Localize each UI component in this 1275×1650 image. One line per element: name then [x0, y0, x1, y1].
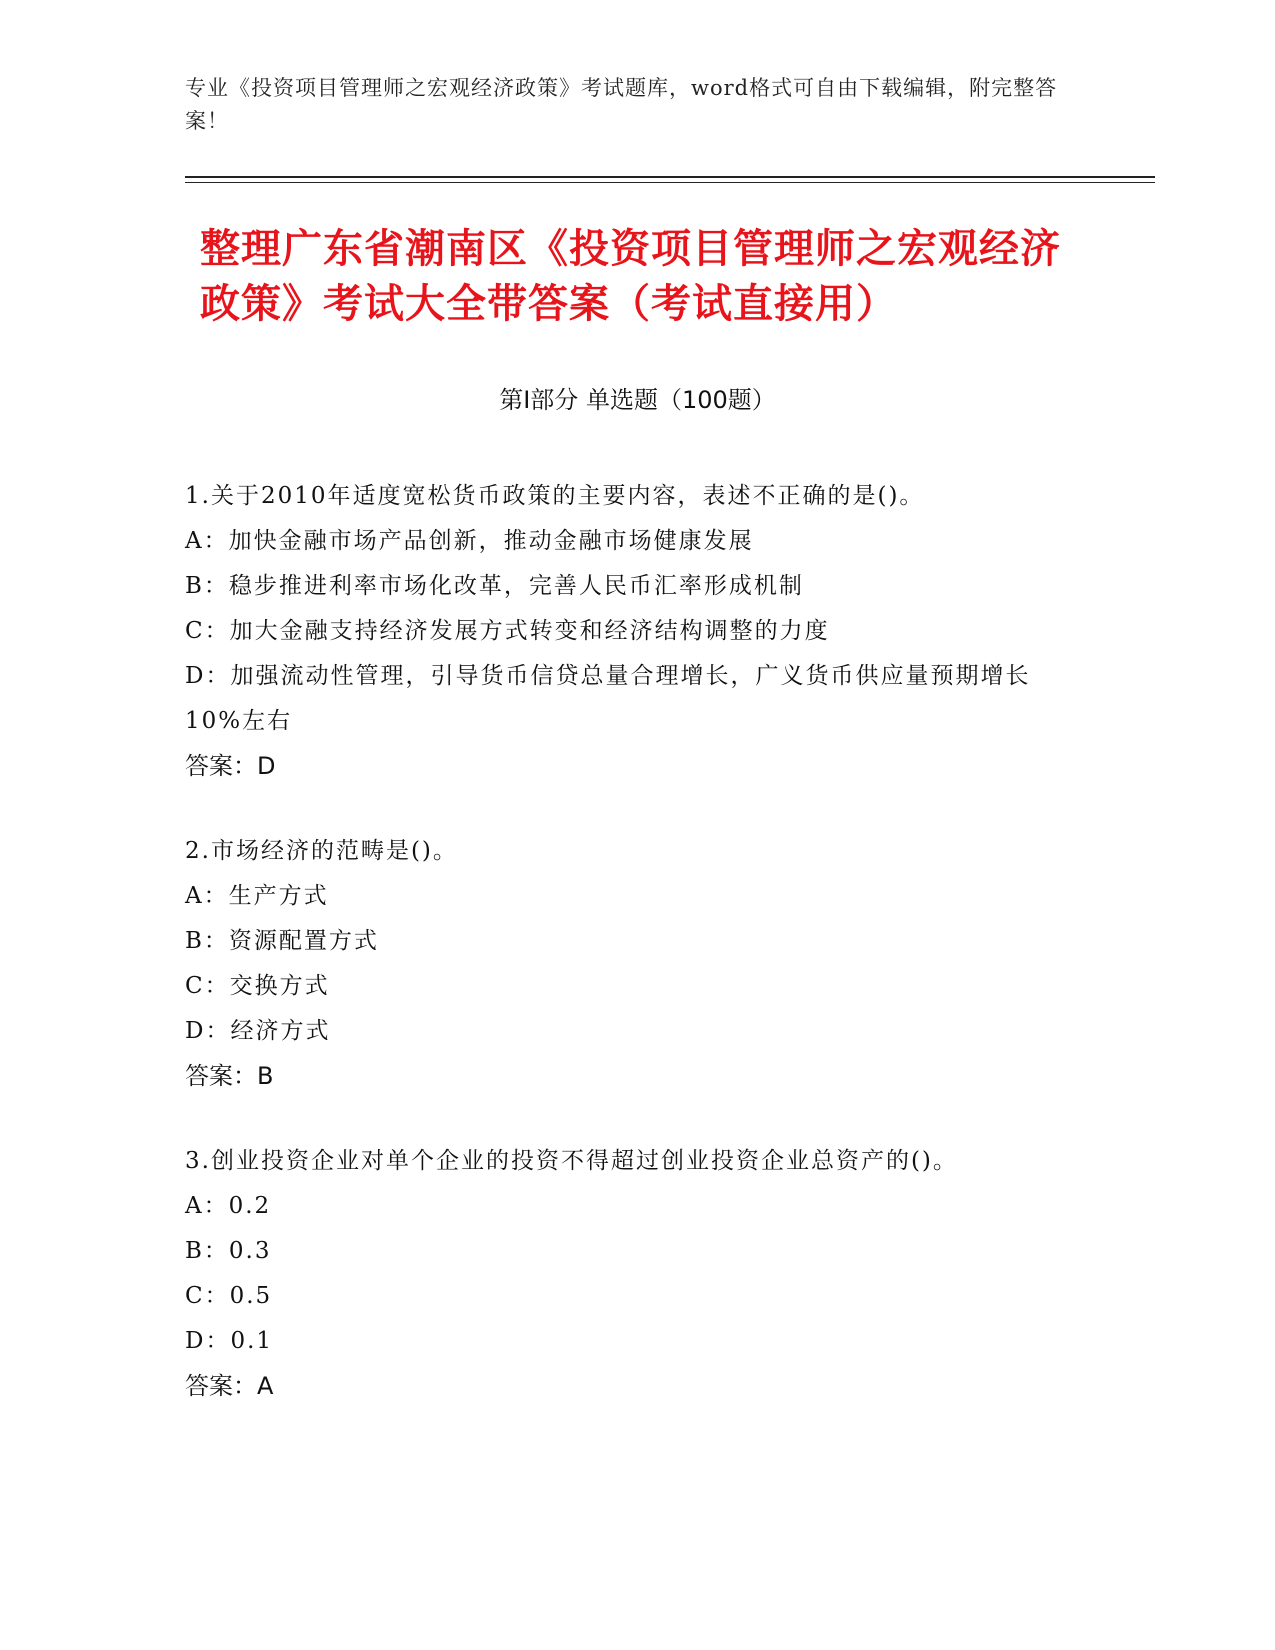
answer-line: 答案：B — [185, 1062, 274, 1090]
answer-line: 答案：A — [185, 1372, 274, 1400]
option-a: A：0.2 — [185, 1193, 272, 1219]
question-list — [185, 474, 1075, 1449]
option-a: A：生产方式 — [185, 883, 329, 909]
option-b: B：0.3 — [185, 1238, 272, 1264]
question-3 — [185, 1139, 1075, 1409]
option-d: D：加强流动性管理，引导货币信贷总量合理增长，广义货币供应量预期增长10%左右 — [185, 663, 1031, 734]
question-2 — [185, 829, 1075, 1099]
option-c: C：加大金融支持经济发展方式转变和经济结构调整的力度 — [185, 618, 830, 644]
option-c: C：交换方式 — [185, 973, 330, 999]
option-b: B：资源配置方式 — [185, 928, 379, 954]
question-stem: 1.关于2010年适度宽松货币政策的主要内容，表述不正确的是()。 — [185, 483, 925, 509]
option-a: A：加快金融市场产品创新，推动金融市场健康发展 — [185, 528, 754, 554]
option-c: C：0.5 — [185, 1283, 273, 1309]
question-1 — [185, 474, 1075, 789]
option-d: D：0.1 — [185, 1328, 274, 1354]
option-b: B：稳步推进利率市场化改革，完善人民币汇率形成机制 — [185, 573, 804, 599]
section-title: 第Ⅰ部分 单选题（100题） — [499, 386, 776, 414]
question-stem: 3.创业投资企业对单个企业的投资不得超过创业投资企业总资产的()。 — [185, 1148, 958, 1174]
option-d: D：经济方式 — [185, 1018, 331, 1044]
header-divider — [185, 176, 1155, 178]
header-divider-thin — [185, 182, 1155, 183]
document-title: 整理广东省潮南区《投资项目管理师之宏观经济政策》考试大全带答案（考试直接用） — [200, 226, 1061, 327]
header-note: 专业《投资项目管理师之宏观经济政策》考试题库，word格式可自由下载编辑，附完整答案！ — [185, 76, 1058, 133]
answer-line: 答案：D — [185, 752, 276, 780]
question-stem: 2.市场经济的范畴是()。 — [185, 838, 458, 864]
